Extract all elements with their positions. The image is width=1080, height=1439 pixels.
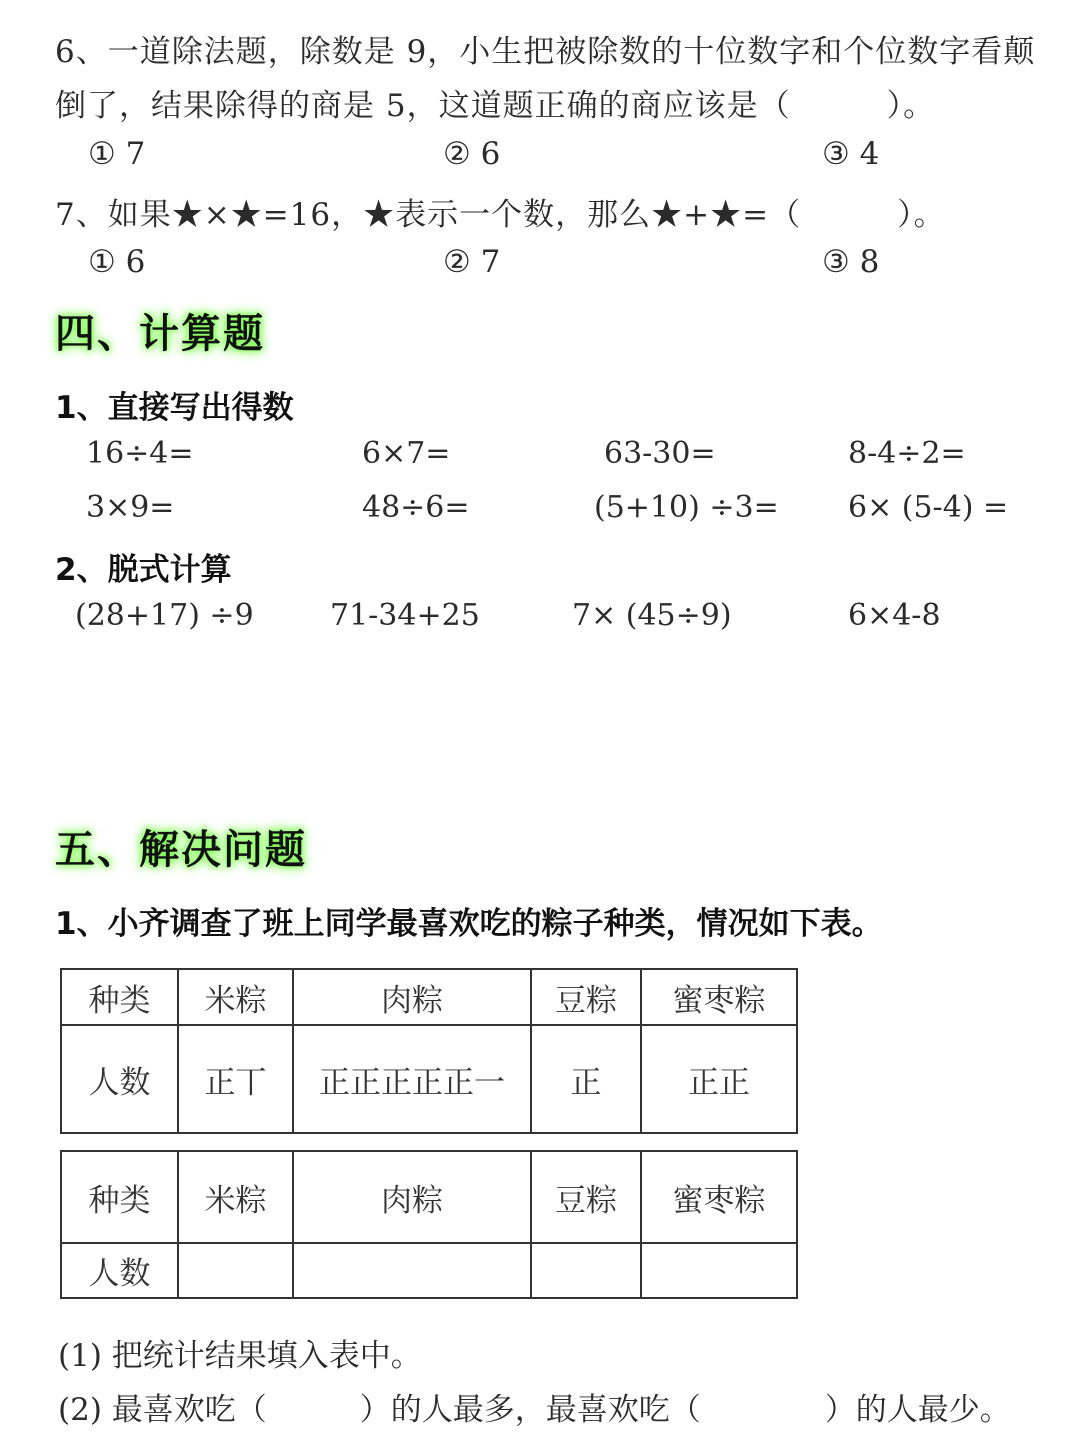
calc-r2-c4: 6× (5-4) = [848, 490, 1009, 525]
q6-line2: 倒了，结果除得的商是 5，这道题正确的商应该是（ ）。 [55, 88, 936, 124]
table2-header-meat: 肉粽 [293, 1151, 531, 1243]
calc-r1-c4: 8-4÷2= [848, 436, 966, 471]
q7-option-3: ③ 8 [822, 244, 880, 280]
section4-part1-title: 1、直接写出得数 [55, 390, 294, 426]
table2-cell-meat[interactable] [293, 1243, 531, 1298]
table1-row-label: 人数 [61, 1025, 178, 1133]
table2-header-rice: 米粽 [178, 1151, 293, 1243]
expr-3: 7× (45÷9) [572, 598, 732, 633]
expr-4: 6×4-8 [848, 598, 941, 633]
table1-tally-date: 正正 [641, 1025, 797, 1133]
section4-part2-title: 2、脱式计算 [55, 552, 232, 588]
table2-row-label: 人数 [61, 1243, 178, 1298]
q7-option-1: ① 6 [88, 244, 146, 280]
q6-line1: 6、一道除法题，除数是 9，小生把被除数的十位数字和个位数字看颠 [55, 34, 1036, 70]
q7-option-2: ② 7 [443, 244, 501, 280]
calc-r2-c1: 3×9= [86, 490, 175, 525]
q6-option-3: ③ 4 [822, 136, 880, 172]
table1-header-kind: 种类 [61, 969, 178, 1025]
table1-header-meat: 肉粽 [293, 969, 531, 1025]
section5-sub2: (2) 最喜欢吃（ ）的人最多，最喜欢吃（ ）的人最少。 [58, 1392, 1011, 1428]
table2-cell-rice[interactable] [178, 1243, 293, 1298]
section4-title: 四、计算题 [55, 311, 265, 357]
table2-cell-date[interactable] [641, 1243, 797, 1298]
q6-option-2: ② 6 [443, 136, 501, 172]
table1-tally-rice: 正丅 [178, 1025, 293, 1133]
section5-q1-text: 1、小齐调查了班上同学最喜欢吃的粽子种类，情况如下表。 [55, 906, 883, 942]
table2-header-date: 蜜枣粽 [641, 1151, 797, 1243]
calc-r2-c2: 48÷6= [362, 490, 470, 525]
calc-r1-c3: 63-30= [604, 436, 716, 471]
expr-1: (28+17) ÷9 [75, 598, 254, 633]
section5-sub1: (1) 把统计结果填入表中。 [58, 1338, 422, 1374]
table1-tally-bean: 正 [531, 1025, 641, 1133]
section5-title: 五、解决问题 [55, 827, 307, 873]
q7-line1: 7、如果★×★=16，★表示一个数，那么★+★=（ ）。 [55, 197, 946, 233]
calc-r1-c1: 16÷4= [86, 436, 194, 471]
table2-header-bean: 豆粽 [531, 1151, 641, 1243]
table2-header-kind: 种类 [61, 1151, 178, 1243]
table1-header-rice: 米粽 [178, 969, 293, 1025]
table2-cell-bean[interactable] [531, 1243, 641, 1298]
q6-option-1: ① 7 [88, 136, 146, 172]
tally-table [60, 968, 798, 1134]
calc-r2-c3: (5+10) ÷3= [594, 490, 779, 525]
table1-tally-meat: 正正正正正一 [293, 1025, 531, 1133]
calc-r1-c2: 6×7= [362, 436, 451, 471]
table1-header-date: 蜜枣粽 [641, 969, 797, 1025]
count-table [60, 1150, 798, 1299]
table1-header-bean: 豆粽 [531, 969, 641, 1025]
expr-2: 71-34+25 [330, 598, 480, 633]
